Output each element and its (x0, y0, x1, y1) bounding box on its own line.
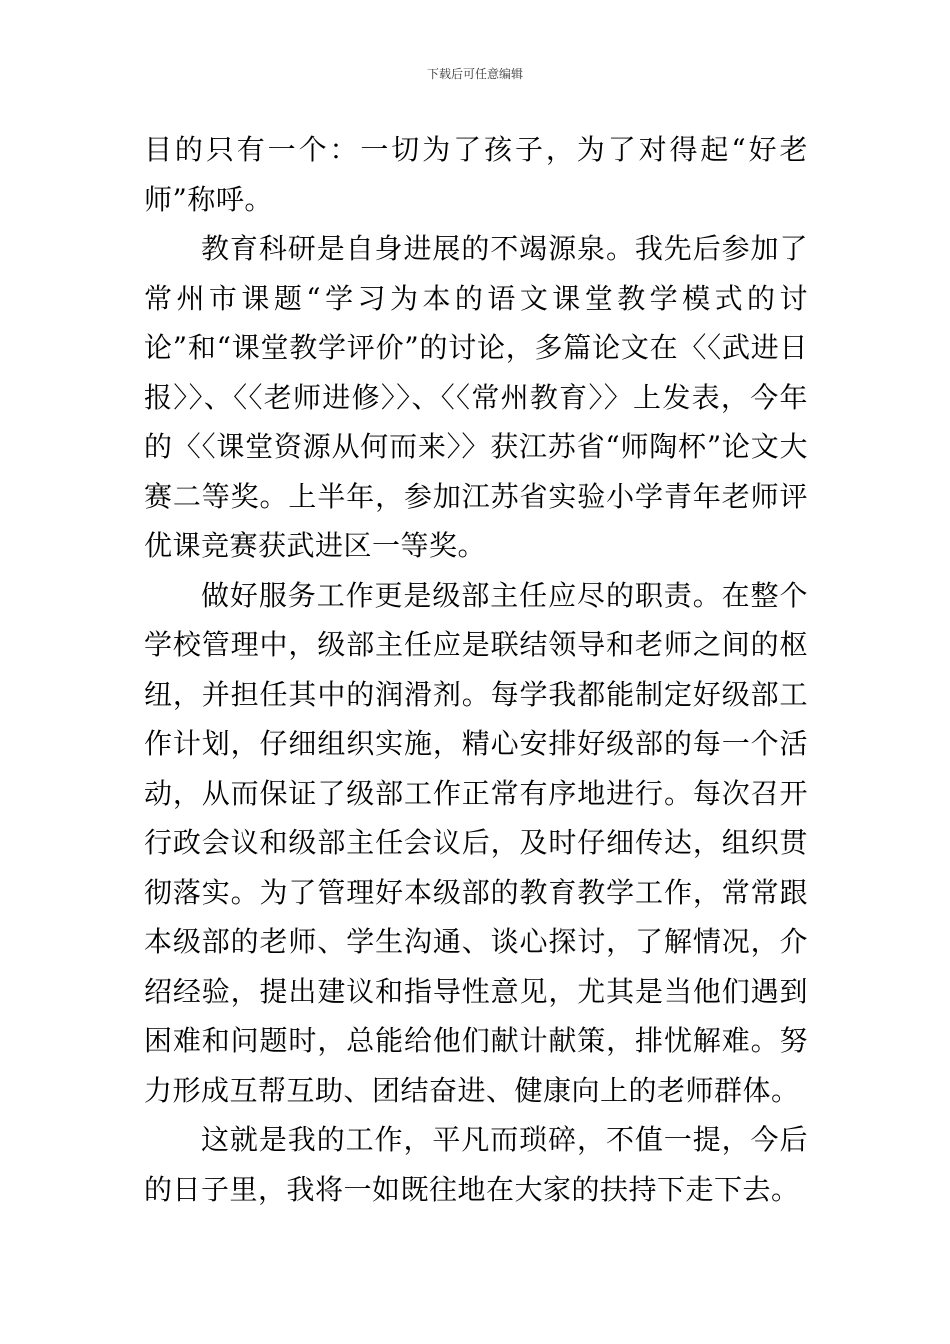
paragraph-research: 教育科研是自身进展的不竭源泉。我先后参加了常州市课题“学习为本的语文课堂教学模式的讨论”和“课堂教学评价”的讨论，多篇论文在〈〈武进日报〉〉、〈〈老师进修〉〉、〈〈常州教育〉〉上发表，今年的〈〈课堂资源从何而来〉〉获江苏省“师陶杯”论文大赛二等奖。上半年，参加江苏省实验小学青年老师评优课竞赛获武进区一等奖。 (144, 232, 808, 562)
document-body (144, 125, 808, 1214)
page-header: 下载后可任意编辑 (426, 67, 523, 81)
paragraph-closing: 这就是我的工作，平凡而琐碎，不值一提，今后的日子里，我将一如既往地在大家的扶持下走下去。 (144, 1123, 808, 1206)
paragraph-service: 做好服务工作更是级部主任应尽的职责。在整个学校管理中，级部主任应是联结领导和老师之间的枢纽，并担任其中的润滑剂。每学我都能制定好级部工作计划，仔细组织实施，精心安排好级部的每一个活动，从而保证了级部工作正常有序地进行。每次召开行政会议和级部主任会议后，及时仔细传达，组织贯彻落实。为了管理好本级部的教育教学工作，常常跟本级部的老师、学生沟通、谈心探讨，了解情况，介绍经验，提出建议和指导性意见，尤其是当他们遇到困难和问题时，总能给他们献计献策，排忧解难。努力形成互帮互助、团结奋进、健康向上的老师群体。 (144, 578, 808, 1107)
paragraph-conclusion-fragment: 目的只有一个：一切为了孩子，为了对得起“好老师”称呼。 (144, 133, 808, 216)
